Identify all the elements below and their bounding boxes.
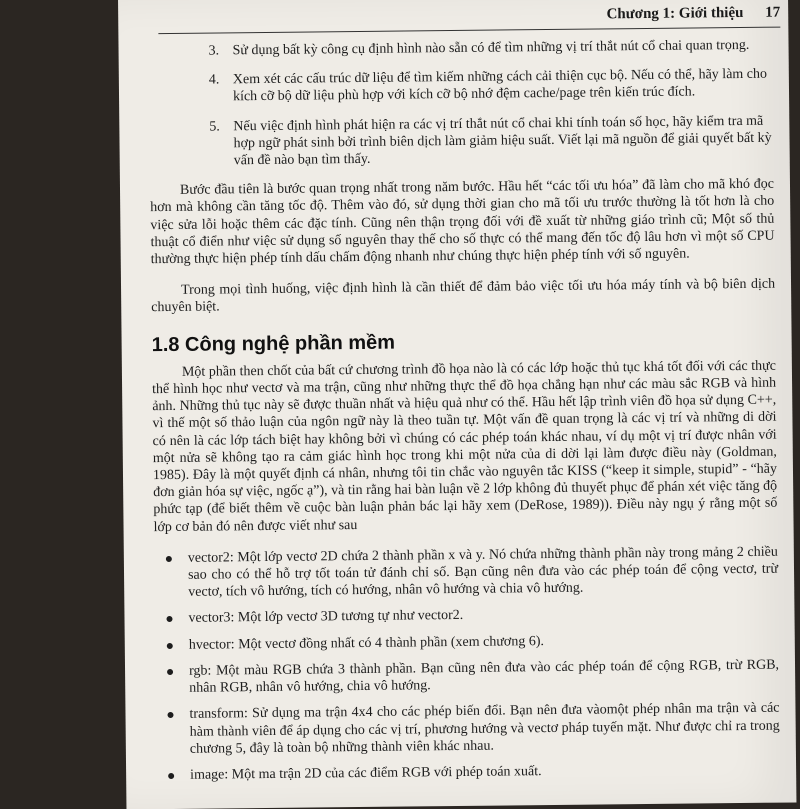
bullet-icon <box>168 773 174 779</box>
book-page <box>118 0 796 809</box>
bullet-text: image: Một ma trận 2D của các điểm RGB với phép toán xuất. <box>190 764 542 783</box>
chapter-title: Chương 1: Giới thiệu <box>606 4 744 23</box>
bullet-item <box>155 630 779 654</box>
item-number: 5. <box>209 119 220 135</box>
bullet-text: transform: Sử dụng ma trận 4x4 cho các phép biến đổi. Bạn nên đưa vàomột phép nhân ma trận và các hàm thành viên để áp dụng cho các vị trí, phương hướng và vectơ pháp tuyến mặt. Như được chỉ ra trong chương 5, đây là toàn bộ những thành viên khác nhau. <box>189 700 780 757</box>
bullet-item <box>155 700 780 758</box>
bullet-list <box>154 544 780 785</box>
section-intro: Một phần then chốt của bất cứ chương trình đồ họa nào là có các lớp hoặc thủ tục khá tốt đối với các thực thể hình học như vectơ và ma trận, cũng như những thực thể đồ họa chẳng hạn như các màu sắc RGB và hình ảnh. Những thủ tục này sẽ được thuần nhất và hiệu quả như có thể. Hầu hết lập trình viên đồ họa sử dụng C++, vì thế một số thảo luận của ngôn ngữ này là theo tuần tự. Một vấn đề quan trọng là các vị trí và những di dời có nên là các lớp tách biệt hay không bởi vì chúng có các phép toán khác nhau, ví dụ một vị trí được nhân với một nửa sẽ không tạo ra cảm giác hình học trong khi một nửa của di dời lại làm được điều này (Goldman, 1985). Đây là một quyết định cá nhân, nhưng tôi tin chắc vào nguyên tắc KISS (“keep it simple, stupid” - “hãy đơn giản hóa sự việc, ngốc ạ”), và tin rằng hai bàn luận về 2 lớp không đủ thuyết phục để phán xét việc tăng độ phức tạp (để biết thêm về cuộc bàn luận phản bác lại hãy xem (DeRose, 1989)). Điều này ngụ ý rằng một số lớp cơ bản đó nên được viết như sau <box>152 358 778 535</box>
item-text: Nếu việc định hình phát hiện ra các vị trí thắt nút cổ chai khi tính toán số học, hãy kiểm tra mã hợp ngữ phát sinh bởi trình biên dịch làm giảm hiệu suất. Viết lại mã nguồn để giải quyết bất kỳ vấn đề nào bạn tìm thấy. <box>233 113 772 169</box>
bullet-icon <box>167 643 173 649</box>
paragraph: Bước đầu tiên là bước quan trọng nhất trong năm bước. Hầu hết “các tối ưu hóa” đã làm cho mã khó đọc hơn mà không cần tăng tốc độ. Thêm vào đó, sử dụng thời gian cho mã tối ưu trước thường là tốt hơn là cho việc sửa lỗi hoặc thêm các đặc tính. Cũng nên thận trọng đối với đề xuất từ những giáo trình cũ; Một số thủ thuật cổ điển như việc sử dụng số nguyên thay thế cho số thực có thể mang đến tốc độ lâu hơn vì một số CPU thường thực hiện phép tính dấu chấm động nhanh như chúng thực hiện phép tính với số nguyên. <box>150 176 775 268</box>
page-content <box>148 33 780 794</box>
item-number: 4. <box>208 72 220 88</box>
bullet-text: vector2: Một lớp vectơ 2D chứa 2 thành phần x và y. Nó chứa những thành phần này trong mảng 2 chiều sao cho có thể hỗ trợ tốt toán tử đánh chỉ số. Bạn cũng nên đưa vào các phép toán để cộng vectơ, trừ vectơ, tích vô hướng, tích có hướng, nhân vô hướng và chia vô hướng. <box>187 544 779 601</box>
bullet-item <box>156 761 780 785</box>
item-number: 3. <box>208 43 220 59</box>
bullet-icon <box>167 712 173 718</box>
item-text: Sử dụng bất kỳ công cụ định hình nào sẵn có để tìm những vị trí thắt nút cổ chai quan trọng. <box>232 37 750 59</box>
page-number: 17 <box>765 4 781 21</box>
bullet-item <box>154 604 778 628</box>
bullet-icon <box>167 669 173 675</box>
bullet-item <box>154 544 779 602</box>
numbered-item <box>148 37 772 61</box>
numbered-item <box>149 66 773 107</box>
paragraph: Trong mọi tình huống, việc định hình là cần thiết để đảm bảo việc tối ưu hóa máy tính và bộ biên dịch chuyên biệt. <box>151 276 776 316</box>
bullet-text: hvector: Một vectơ đồng nhất có 4 thành phần (xem chương 6). <box>188 633 545 653</box>
bullet-icon <box>166 616 172 622</box>
running-header <box>158 5 780 35</box>
bullet-text: vector3: Một lớp vectơ 3D tương tự như vector2. <box>188 608 464 627</box>
numbered-item <box>149 112 774 170</box>
bullet-text: rgb: Một màu RGB chứa 3 thành phần. Bạn cũng nên đưa vào các phép toán để cộng RGB, trừ RGB, nhân RGB, nhân vô hướng, chia vô hướng. <box>188 657 780 696</box>
bullet-item <box>155 657 779 698</box>
section-heading: 1.8 Công nghệ phần mềm <box>151 331 396 356</box>
item-text: Xem xét các cấu trúc dữ liệu để tìm kiếm những cách cải thiện cục bộ. Nếu có thể, hãy làm cho kích cỡ bộ dữ liệu phù hợp với kích cỡ bộ nhớ đệm cache/page trên kiến trúc đích. <box>232 66 768 105</box>
bullet-icon <box>166 556 172 562</box>
